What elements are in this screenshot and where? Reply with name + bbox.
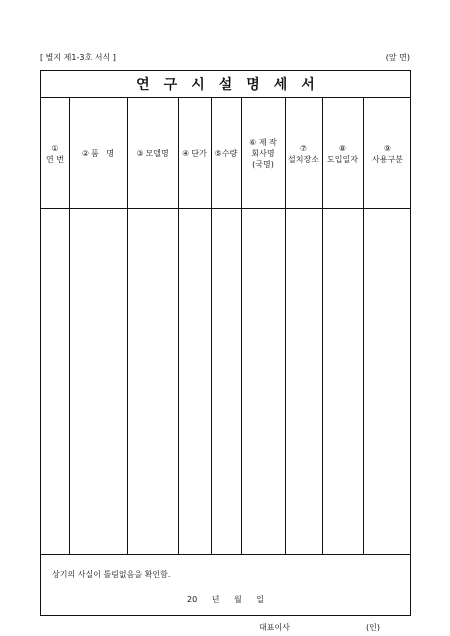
column-header-location: ⑦ 설치장소 bbox=[288, 143, 319, 164]
seal-mark: (인) bbox=[366, 623, 380, 632]
title-row bbox=[41, 71, 410, 98]
column-header-unit-price: ④ 단가 bbox=[182, 149, 207, 158]
research-facility-form bbox=[40, 70, 411, 632]
confirmation-section bbox=[41, 554, 410, 632]
form-number-label: [ 별지 제1-3호 서식 ] bbox=[40, 53, 116, 62]
page-side-label: (앞 면) bbox=[385, 53, 410, 62]
column-header-item-name: ② 품 명 bbox=[81, 149, 115, 158]
confirmation-statement: 상기의 사실이 틀림없음을 확인함. bbox=[52, 570, 171, 579]
form-title: 연구시설명세서 bbox=[136, 77, 329, 93]
column-header-serial: ① 연 번 bbox=[46, 143, 64, 164]
date-line: 20 년 월 일 bbox=[187, 595, 264, 604]
column-header-model: ③ 모델명 bbox=[136, 149, 169, 158]
column-header-introduction-date: ⑧ 도입일자 bbox=[327, 143, 358, 164]
signer-label: 대표이사 bbox=[259, 623, 290, 632]
column-header-row bbox=[41, 98, 410, 209]
column-header-usage-type: ⑨ 사용구분 bbox=[372, 143, 403, 164]
column-header-quantity: ⑤ 수량 bbox=[214, 149, 238, 158]
column-header-manufacturer: ⑥ 제 작 회사명 (국명) bbox=[249, 138, 277, 169]
